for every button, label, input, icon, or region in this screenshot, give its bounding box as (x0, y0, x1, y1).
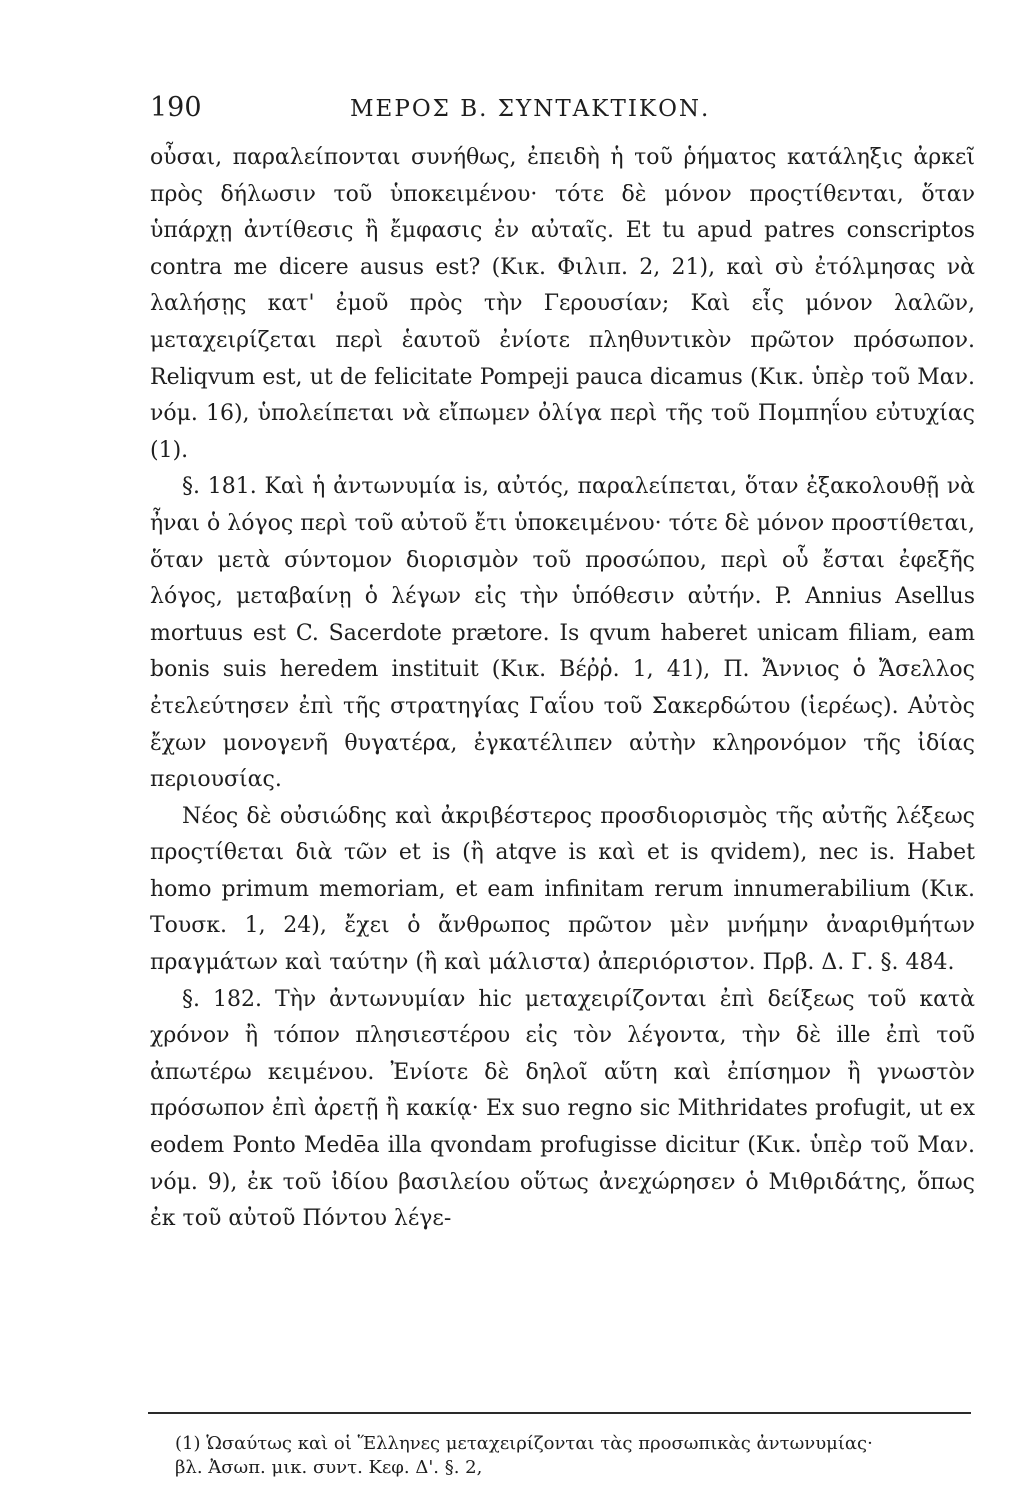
paragraph: §. 182. Τὴν ἀντωνυμίαν hic μεταχειρίζονται ἐπὶ δείξεως τοῦ κατὰ χρόνον ἢ τόπον πλησιεστέρου εἰς τὸν λέγοντα, τὴν δὲ ille ἐπὶ τοῦ ἀπωτέρω κειμένου. Ἐνίοτε δὲ δηλοῖ αὕτη καὶ ἐπίσημον ἢ γνωστὸν πρόσωπον ἐπὶ ἀρετῇ ἢ κακίᾳ· Ex suo regno sic Mithridates profugit, ut ex eodem Ponto Medēa illa qvondam profugisse dicitur (Κικ. ὑπὲρ τοῦ Μαν. νόμ. 9), ἐκ τοῦ ἰδίου βασιλείου οὕτως ἀνεχώρησεν ὁ Μιθριδάτης, ὅπως ἐκ τοῦ αὐτοῦ Πόντου λέγε- (150, 986, 975, 1232)
paragraph: §. 181. Καὶ ἡ ἀντωνυμία is, αὐτός, παραλείπεται, ὅταν ἐξακολουθῇ νὰ ἦναι ὁ λόγος περὶ τοῦ αὐτοῦ ἔτι ὑποκειμένου· τότε δὲ μόνον προστίθεται, ὅταν μετὰ σύντομον διορισμὸν τοῦ προσώπου, περὶ οὗ ἔσται ἐφεξῆς λόγος, μεταβαίνῃ ὁ λέγων εἰς τὴν ὑπόθεσιν αὐτήν. P. Annius Asellus mortuus est C. Sacerdote prætore. Is qvum haberet unicam filiam, eam bonis suis heredem instituit (Κικ. Βέῤῥ. 1, 41), Π. Ἄννιος ὁ Ἄσελλος ἐτελεύτησεν ἐπὶ τῆς στρατηγίας Γαΐου τοῦ Σακερδώτου (ἱερέως). Αὐτὸς ἔχων μονογενῆ θυγατέρα, ἐγκατέλιπεν αὐτὴν κληρονόμον τῆς ἰδίας περιουσίας. (150, 474, 975, 793)
body-text (150, 140, 975, 1238)
page-header (150, 92, 975, 140)
footnote-line: βλ. Ἀσωπ. μικ. συντ. Κεφ. Δ'. §. 2, (175, 1457, 483, 1478)
paragraph: οὖσαι, παραλείπονται συνήθως, ἐπειδὴ ἡ τοῦ ῥήματος κατάληξις ἀρκεῖ πρὸς δήλωσιν τοῦ ὑποκειμένου· τότε δὲ μόνον προςτίθενται, ὅταν ὑπάρχῃ ἀντίθεσις ἢ ἔμφασις ἐν αὐταῖς. Et tu apud patres conscriptos contra me dicere ausus est? (Κικ. Φιλιπ. 2, 21), καὶ σὺ ἐτόλμησας νὰ λαλήσῃς κατ' ἐμοῦ πρὸς τὴν Γερουσίαν; Καὶ εἷς μόνον λαλῶν, μεταχειρίζεται περὶ ἑαυτοῦ ἐνίοτε πληθυντικὸν πρῶτον πρόσωπον. Reliqvum est, ut de felicitate Pompeji pauca dicamus (Κικ. ὑπὲρ τοῦ Μαν. νόμ. 16), ὑπολείπεται νὰ εἴπωμεν ὀλίγα περὶ τῆς τοῦ Πομπηΐου εὐτυχίας (1). (150, 145, 975, 463)
footnote (175, 1432, 970, 1480)
footnote-line: (1) Ὡσαύτως καὶ οἱ Ἕλληνες μεταχειρίζονται τὰς προσωπικὰς ἀντωνυμίας· (175, 1433, 873, 1454)
page-number: 190 (150, 92, 202, 123)
running-title: ΜΕΡΟΣ Β. ΣΥΝΤΑΚΤΙΚΟΝ. (350, 96, 711, 122)
footnote-divider (148, 1412, 971, 1414)
paragraph: Νέος δὲ οὐσιώδης καὶ ἀκριβέστερος προσδιορισμὸς τῆς αὐτῆς λέξεως προςτίθεται διὰ τῶν et is (ἢ atqve is καὶ et is qvidem), nec is. Habet homo primum memoriam, et eam infinitam rerum innumerabilium (Κικ. Τουσκ. 1, 24), ἔχει ὁ ἄνθρωπος πρῶτον μὲν μνήμην ἀναριθμήτων πραγμάτων καὶ ταύτην (ἢ καὶ μάλιστα) ἀπεριόριστον. Πρβ. Δ. Γ. §. 484. (150, 803, 975, 976)
page (150, 92, 975, 1238)
